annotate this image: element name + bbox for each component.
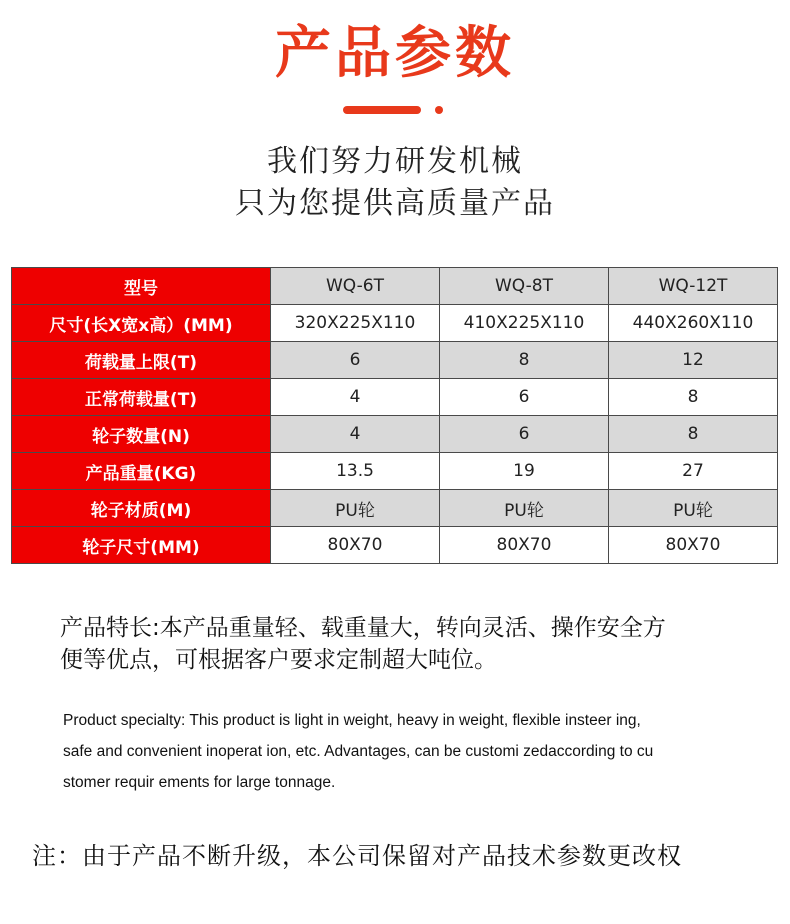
table-cell: 8	[440, 342, 609, 379]
english-description	[63, 705, 753, 798]
table-cell: WQ-6T	[271, 268, 440, 305]
row-label: 轮子尺寸(MM)	[12, 527, 271, 564]
table-cell: 80X70	[271, 527, 440, 564]
table-cell: 4	[271, 379, 440, 416]
table-cell: WQ-8T	[440, 268, 609, 305]
table-cell: 320X225X110	[271, 305, 440, 342]
table-cell: 27	[609, 453, 778, 490]
table-cell: 13.5	[271, 453, 440, 490]
footer-note: 注：由于产品不断升级，本公司保留对产品技术参数更改权	[32, 842, 682, 870]
divider-dot	[435, 106, 443, 114]
table-cell: 6	[440, 416, 609, 453]
row-label: 尺寸(长X宽x高）(MM)	[12, 305, 271, 342]
table-cell: 6	[440, 379, 609, 416]
table-cell: 80X70	[440, 527, 609, 564]
row-label: 轮子材质(M)	[12, 490, 271, 527]
table-row	[12, 305, 778, 342]
row-label: 轮子数量(N)	[12, 416, 271, 453]
english-line-2: safe and convenient inoperat ion, etc. Advantages, can be customi zedaccording to cu	[63, 743, 654, 760]
table-row	[12, 490, 778, 527]
table-row	[12, 416, 778, 453]
row-label: 产品重量(KG)	[12, 453, 271, 490]
slogan-line-2: 只为您提供高质量产品	[235, 186, 555, 221]
row-label: 正常荷载量(T)	[12, 379, 271, 416]
table-cell: 12	[609, 342, 778, 379]
row-label: 荷载量上限(T)	[12, 342, 271, 379]
table-cell: 8	[609, 416, 778, 453]
spec-table	[11, 267, 778, 564]
table-cell: PU轮	[440, 490, 609, 527]
table-cell: 440X260X110	[609, 305, 778, 342]
english-line-3: stomer requir ements for large tonnage.	[63, 774, 336, 791]
table-cell: 19	[440, 453, 609, 490]
table-cell: PU轮	[271, 490, 440, 527]
feature-description	[60, 612, 750, 676]
table-cell: WQ-12T	[609, 268, 778, 305]
table-row	[12, 268, 778, 305]
table-cell: 410X225X110	[440, 305, 609, 342]
table-cell: 8	[609, 379, 778, 416]
row-label: 型号	[12, 268, 271, 305]
table-row	[12, 527, 778, 564]
table-cell: 6	[271, 342, 440, 379]
table-row	[12, 342, 778, 379]
table-cell: 4	[271, 416, 440, 453]
feature-line-1: 产品特长:本产品重量轻、载重量大，转向灵活、操作安全方	[60, 615, 666, 641]
slogan-line-1: 我们努力研发机械	[267, 144, 523, 179]
page-title: 产品参数	[275, 21, 515, 86]
table-row	[12, 379, 778, 416]
title-divider	[343, 106, 453, 114]
table-cell: 80X70	[609, 527, 778, 564]
english-line-1: Product specialty: This product is light in weight, heavy in weight, flexible insteer ing,	[63, 712, 641, 729]
table-row	[12, 453, 778, 490]
table-cell: PU轮	[609, 490, 778, 527]
divider-bar	[343, 106, 421, 114]
feature-line-2: 便等优点，可根据客户要求定制超大吨位。	[60, 647, 497, 673]
